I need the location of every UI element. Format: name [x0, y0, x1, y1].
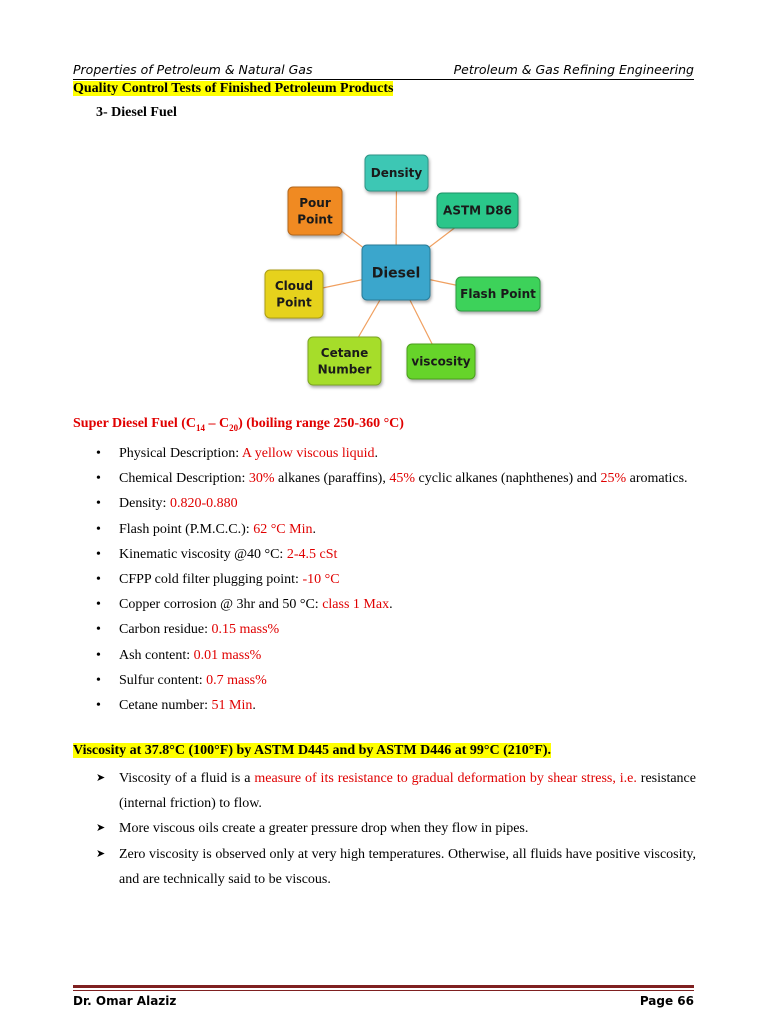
arrow-bullet-icon: ➤ — [96, 822, 106, 835]
diesel-diagram — [0, 0, 768, 400]
list-item: • Carbon residue: 0.15 mass% — [96, 617, 696, 642]
list-item: • Flash point (P.M.C.C.): 62 °C Min. — [96, 517, 696, 542]
section-title: Quality Control Tests of Finished Petroleum Products — [73, 81, 394, 96]
list-item: • Physical Description: A yellow viscous liquid. — [96, 441, 696, 466]
list-item: • Ash content: 0.01 mass% — [96, 643, 696, 668]
viscosity-list — [96, 766, 696, 892]
viscosity-heading: Viscosity at 37.8°C (100°F) by ASTM D445 and by ASTM D446 at 99°C (210°F). — [73, 743, 552, 758]
node-cloud-point-label: Point — [276, 295, 312, 310]
node-cetane-number-box — [308, 337, 381, 385]
node-diesel — [362, 245, 430, 300]
node-pour-point-label: Pour — [299, 195, 331, 210]
node-astm-d86 — [437, 193, 518, 228]
sub-title: 3- Diesel Fuel — [96, 105, 177, 120]
list-item: ➤ Zero viscosity is observed only at very high temperatures. Otherwise, all fluids have positive viscosity, and are technically said to be viscous. — [96, 842, 696, 892]
node-pour-point — [288, 187, 342, 235]
list-item: ➤ Viscosity of a fluid is a measure of its resistance to gradual deformation by shear stress, i.e. resistance (internal friction) to flow. — [96, 766, 696, 816]
node-pour-point-box — [288, 187, 342, 235]
node-flash-point-label: Flash Point — [460, 287, 536, 302]
node-diesel-label: Diesel — [371, 265, 421, 282]
node-astm-d86-label: ASTM D86 — [443, 203, 512, 218]
node-density-label: Density — [370, 166, 423, 181]
page-number: Page 66 — [639, 994, 694, 1008]
super-diesel-heading: Super Diesel Fuel $(C_{14} - C_{20})$ (boiling range 250-360 °C) — [73, 416, 404, 433]
arrow-bullet-icon: ➤ — [96, 847, 106, 860]
header-right: Petroleum & Gas Refining Engineering — [453, 62, 694, 77]
arrow-bullet-icon: ➤ — [96, 772, 106, 784]
node-density — [365, 155, 428, 191]
properties-list — [96, 441, 696, 718]
diagram-nodes — [265, 155, 540, 385]
node-viscosity-label: viscosity — [411, 354, 471, 369]
node-cloud-point-box — [265, 270, 323, 318]
node-pour-point-label: Point — [297, 212, 333, 227]
list-item: ➤ More viscous oils create a greater pressure drop when they flow in pipes. — [96, 816, 696, 841]
list-item: • Sulfur content: 0.7 mass% — [96, 668, 696, 693]
footer-rule-thin — [73, 990, 694, 991]
node-cloud-point — [265, 270, 323, 318]
list-item: • Kinematic viscosity @40 °C: 2-4.5 cSt — [96, 542, 696, 567]
list-item: • Density: 0.820-0.880 — [96, 491, 696, 516]
node-viscosity — [407, 344, 475, 379]
node-cetane-number — [308, 337, 381, 385]
node-cetane-number-label: Number — [317, 362, 372, 377]
footer-rule — [73, 985, 694, 988]
node-flash-point — [456, 277, 540, 311]
list-item: • CFPP cold filter plugging point: -10 °C — [96, 567, 696, 592]
list-item: • Copper corrosion @ 3hr and 50 °C: class 1 Max. — [96, 592, 696, 617]
footer-author: Dr. Omar Alaziz — [73, 994, 177, 1008]
node-cetane-number-label: Cetane — [320, 345, 369, 360]
list-item: • Chemical Description: 30% alkanes (paraffins), 45% cyclic alkanes (naphthenes) and 25% aromatics. — [96, 466, 696, 491]
list-item: • Cetane number: 51 Min. — [96, 693, 696, 718]
header-left: Properties of Petroleum & Natural Gas — [73, 62, 313, 77]
node-cloud-point-label: Cloud — [274, 278, 314, 293]
